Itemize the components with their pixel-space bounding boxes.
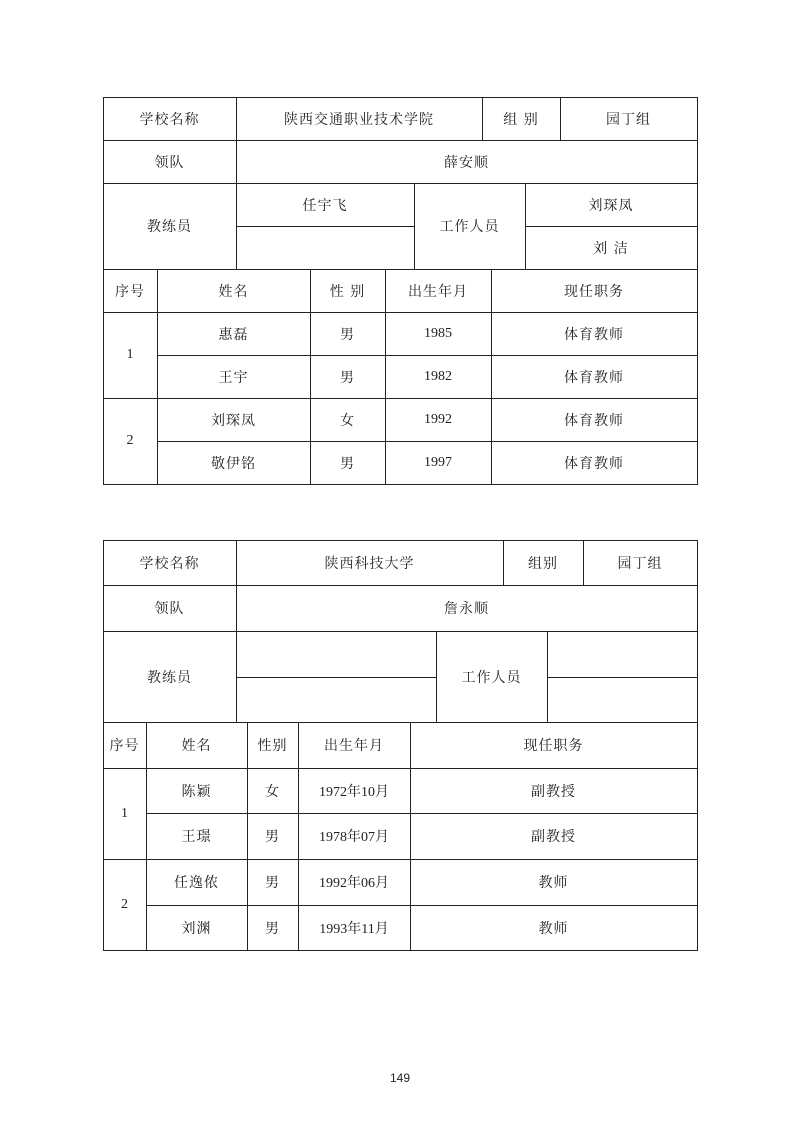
member-birth: 1997 [424, 454, 452, 470]
coach-label: 教练员 [147, 219, 192, 235]
member-position: 体育教师 [564, 326, 624, 343]
table-rule [103, 484, 698, 485]
leader-name: 詹永顺 [444, 601, 489, 617]
member-position: 体育教师 [564, 455, 624, 472]
table-rule [697, 97, 698, 485]
member-position: 副教授 [531, 783, 576, 800]
member-gender: 男 [265, 875, 280, 891]
group-value: 园丁组 [617, 555, 663, 572]
page-number: 149 [389, 1071, 411, 1085]
column-header-gender: 性 别 [329, 283, 366, 300]
member-gender: 女 [265, 783, 280, 800]
group-label: 组别 [528, 555, 558, 572]
team-number: 2 [121, 896, 128, 912]
member-gender: 男 [265, 920, 280, 937]
member-name: 陈颖 [181, 783, 212, 800]
staff-name: 刘琛凤 [588, 197, 634, 214]
column-header-name: 姓名 [218, 283, 249, 300]
column-header-no: 序号 [109, 738, 140, 754]
member-birth: 1992年06月 [319, 876, 389, 891]
member-gender: 男 [265, 829, 280, 845]
member-birth: 1993年11月 [319, 921, 389, 937]
member-gender: 女 [340, 412, 355, 429]
staff-name [547, 631, 697, 677]
group-value: 园丁组 [606, 111, 651, 128]
team-number: 1 [121, 805, 128, 821]
leader-label: 领队 [154, 154, 185, 171]
member-position: 教师 [538, 920, 569, 937]
column-header-position: 现任职务 [564, 283, 624, 300]
coach-name [236, 631, 436, 677]
column-header-name: 姓名 [181, 738, 212, 754]
member-birth: 1982 [424, 368, 452, 384]
team-number: 1 [126, 347, 134, 362]
member-birth: 1972年10月 [319, 784, 389, 800]
staff-name [547, 677, 697, 722]
member-gender: 男 [340, 455, 355, 472]
coach-name: 任宇飞 [302, 197, 348, 214]
column-header-birth: 出生年月 [408, 283, 468, 300]
member-name: 王璟 [181, 829, 212, 845]
school-name-value: 陕西交通职业技术学院 [284, 111, 434, 128]
table-rule [697, 540, 698, 951]
coach-name [236, 226, 414, 269]
coach-name [236, 677, 436, 722]
member-name: 刘渊 [181, 920, 212, 937]
member-position: 教师 [538, 875, 569, 891]
staff-name: 刘 洁 [593, 240, 629, 257]
staff-label: 工作人员 [439, 219, 500, 235]
member-gender: 男 [340, 369, 355, 386]
school-name-value: 陕西科技大学 [324, 555, 415, 572]
member-name: 敬伊铭 [211, 455, 256, 472]
staff-label: 工作人员 [461, 669, 522, 686]
member-birth: 1992 [424, 411, 452, 427]
member-name: 刘琛凤 [211, 412, 256, 429]
member-position: 体育教师 [564, 369, 624, 386]
coach-label: 教练员 [147, 669, 192, 686]
member-name: 惠磊 [218, 326, 249, 343]
member-position: 副教授 [531, 829, 576, 845]
school-name-label: 学校名称 [139, 111, 200, 128]
member-birth: 1978年07月 [319, 830, 389, 845]
column-header-birth: 出生年月 [324, 738, 384, 754]
table-rule [103, 950, 698, 951]
member-position: 体育教师 [564, 412, 624, 429]
team-number: 2 [126, 433, 134, 448]
group-label: 组 别 [503, 111, 539, 128]
leader-label: 领队 [154, 601, 185, 617]
leader-name: 薛安顺 [444, 154, 489, 171]
column-header-no: 序号 [115, 283, 145, 300]
member-name: 王宇 [218, 369, 249, 386]
column-header-gender: 性别 [257, 738, 288, 754]
column-header-position: 现任职务 [523, 738, 584, 754]
member-birth: 1985 [424, 325, 452, 341]
member-name: 任逸侬 [174, 875, 219, 891]
member-gender: 男 [340, 326, 355, 343]
school-name-label: 学校名称 [139, 555, 200, 572]
